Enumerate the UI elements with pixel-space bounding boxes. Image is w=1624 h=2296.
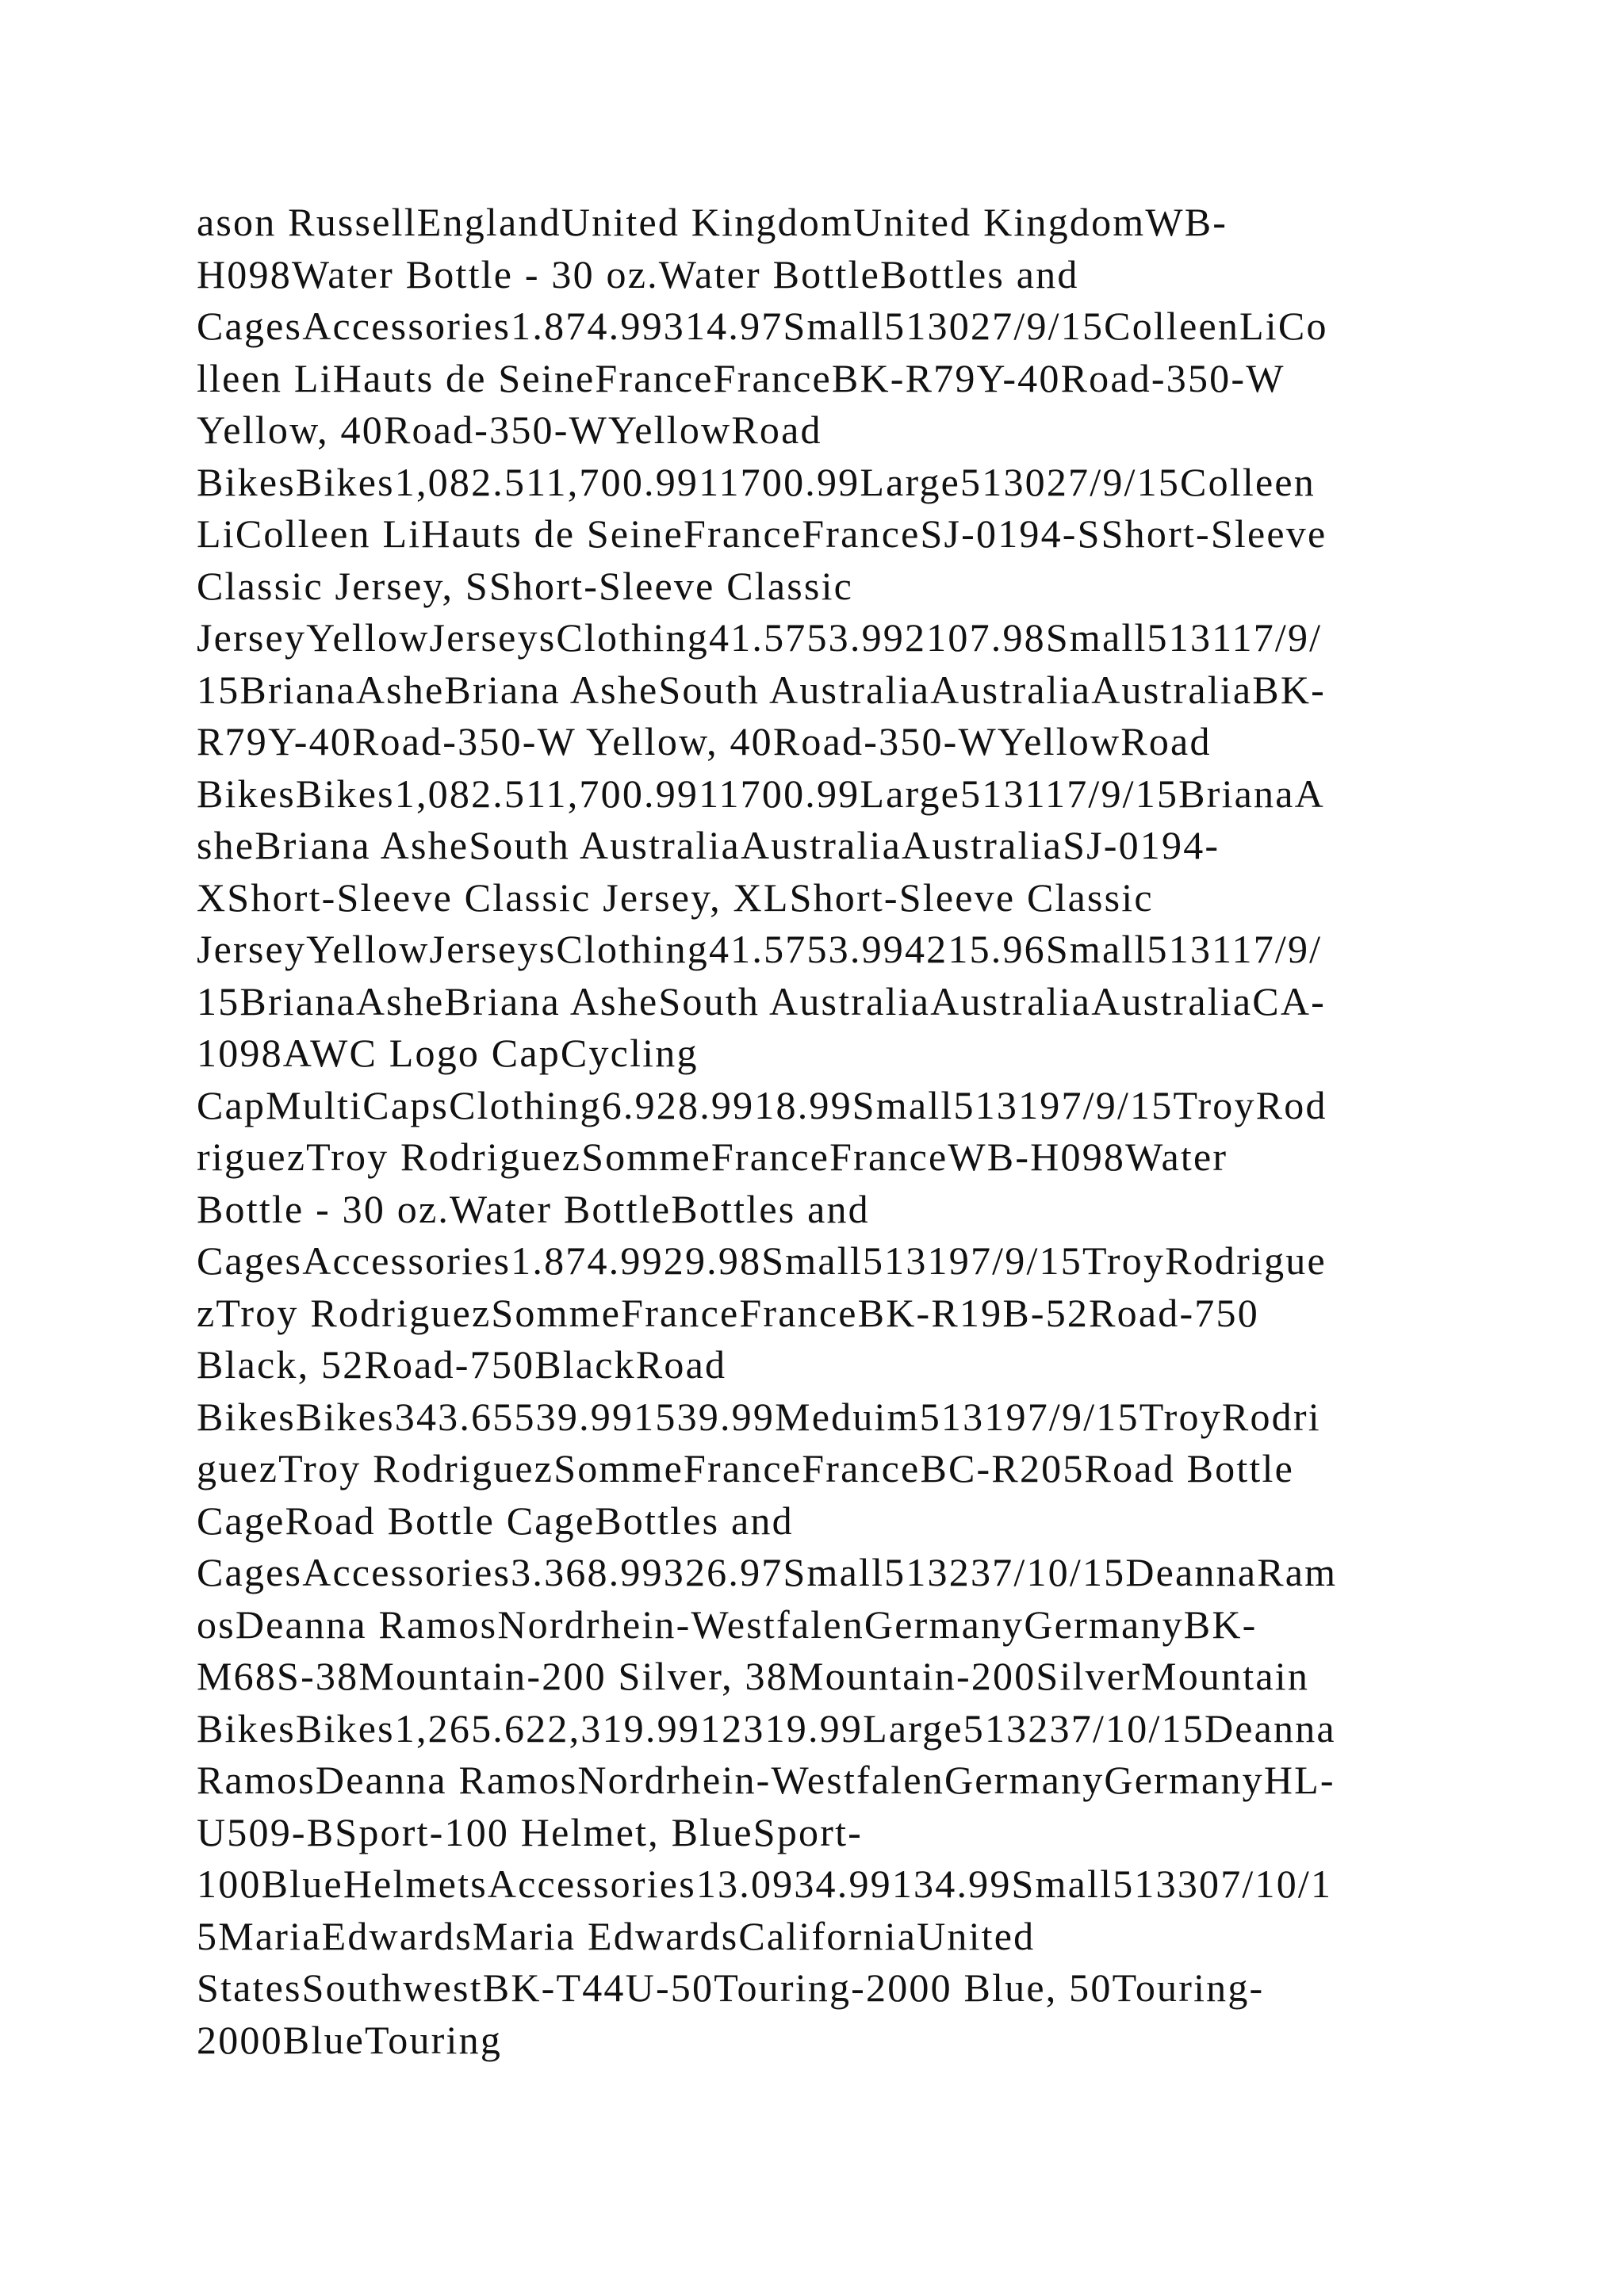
text-line-32: U509-BSport-100 Helmet, BlueSport- <box>197 1809 864 1854</box>
document-text-block <box>197 197 1434 2066</box>
text-line-2: H098Water Bottle - 30 oz.Water BottleBottles and <box>197 251 1079 297</box>
text-line-27: CagesAccessories3.368.99326.97Small513237/10/15DeannaRam <box>197 1550 1338 1594</box>
text-line-9: JerseyYellowJerseysClothing41.5753.992107.98Small513117/9/ <box>197 615 1323 660</box>
text-line-14: XShort-Sleeve Classic Jersey, XLShort-Sleeve Classic <box>197 874 1154 920</box>
text-line-28: osDeanna RamosNordrhein-WestfalenGermanyGermanyBK- <box>197 1601 1258 1647</box>
text-line-3: CagesAccessories1.874.99314.97Small513027/9/15ColleenLiCo <box>197 304 1328 348</box>
text-line-19: riguezTroy RodriguezSommeFranceFranceWB-H098Water <box>197 1135 1228 1179</box>
text-line-18: CapMultiCapsClothing6.928.9918.99Small513197/9/15TroyRod <box>197 1082 1327 1127</box>
text-line-12: BikesBikes1,082.511,700.9911700.99Large513117/9/15BrianaA <box>197 771 1325 816</box>
text-line-29: M68S-38Mountain-200 Silver, 38Mountain-200SilverMountain <box>197 1654 1310 1698</box>
text-line-20: Bottle - 30 oz.Water BottleBottles and <box>197 1186 870 1231</box>
text-line-21: CagesAccessories1.874.9929.98Small513197/9/15TroyRodrigue <box>197 1238 1327 1283</box>
text-line-25: guezTroy RodriguezSommeFranceFranceBC-R205Road Bottle <box>197 1446 1295 1490</box>
text-line-1: ason RussellEnglandUnited KingdomUnited KingdomWB- <box>197 200 1228 244</box>
text-line-10: 15BrianaAsheBriana AsheSouth AustraliaAustraliaAustraliaBK- <box>197 667 1326 712</box>
text-line-26: CageRoad Bottle CageBottles and <box>197 1498 794 1543</box>
text-line-6: BikesBikes1,082.511,700.9911700.99Large513027/9/15Colleen <box>197 459 1316 504</box>
text-line-17: 1098AWC Logo CapCycling <box>197 1031 699 1075</box>
text-line-8: Classic Jersey, SShort-Sleeve Classic <box>197 563 854 608</box>
text-line-22: zTroy RodriguezSommeFranceFranceBK-R19B-52Road-750 <box>197 1290 1259 1335</box>
text-line-23: Black, 52Road-750BlackRoad <box>197 1342 727 1387</box>
text-line-16: 15BrianaAsheBriana AsheSouth AustraliaAustraliaAustraliaCA- <box>197 978 1326 1024</box>
text-line-15: JerseyYellowJerseysClothing41.5753.994215.96Small513117/9/ <box>197 927 1323 971</box>
text-line-35: StatesSouthwestBK-T44U-50Touring-2000 Blue, 50Touring- <box>197 1965 1265 2010</box>
text-line-24: BikesBikes343.65539.991539.99Meduim513197/9/15TroyRodri <box>197 1394 1321 1439</box>
text-line-33: 100BlueHelmetsAccessories13.0934.99134.99Small513307/10/1 <box>197 1862 1333 1906</box>
text-line-5: Yellow, 40Road-350-WYellowRoad <box>197 408 822 452</box>
text-line-13: sheBriana AsheSouth AustraliaAustraliaAustraliaSJ-0194- <box>197 823 1220 867</box>
text-line-4: lleen LiHauts de SeineFranceFranceBK-R79Y-40Road-350-W <box>197 355 1285 400</box>
text-line-34: 5MariaEdwardsMaria EdwardsCaliforniaUnited <box>197 1913 1036 1958</box>
text-line-11: R79Y-40Road-350-W Yellow, 40Road-350-WYellowRoad <box>197 719 1212 763</box>
text-line-30: BikesBikes1,265.622,319.9912319.99Large513237/10/15Deanna <box>197 1705 1336 1751</box>
text-line-36: 2000BlueTouring <box>197 2017 503 2062</box>
text-line-31: RamosDeanna RamosNordrhein-WestfalenGermanyGermanyHL- <box>197 1758 1335 1802</box>
text-line-7: LiColleen LiHauts de SeineFranceFranceSJ-0194-SShort-Sleeve <box>197 511 1327 556</box>
